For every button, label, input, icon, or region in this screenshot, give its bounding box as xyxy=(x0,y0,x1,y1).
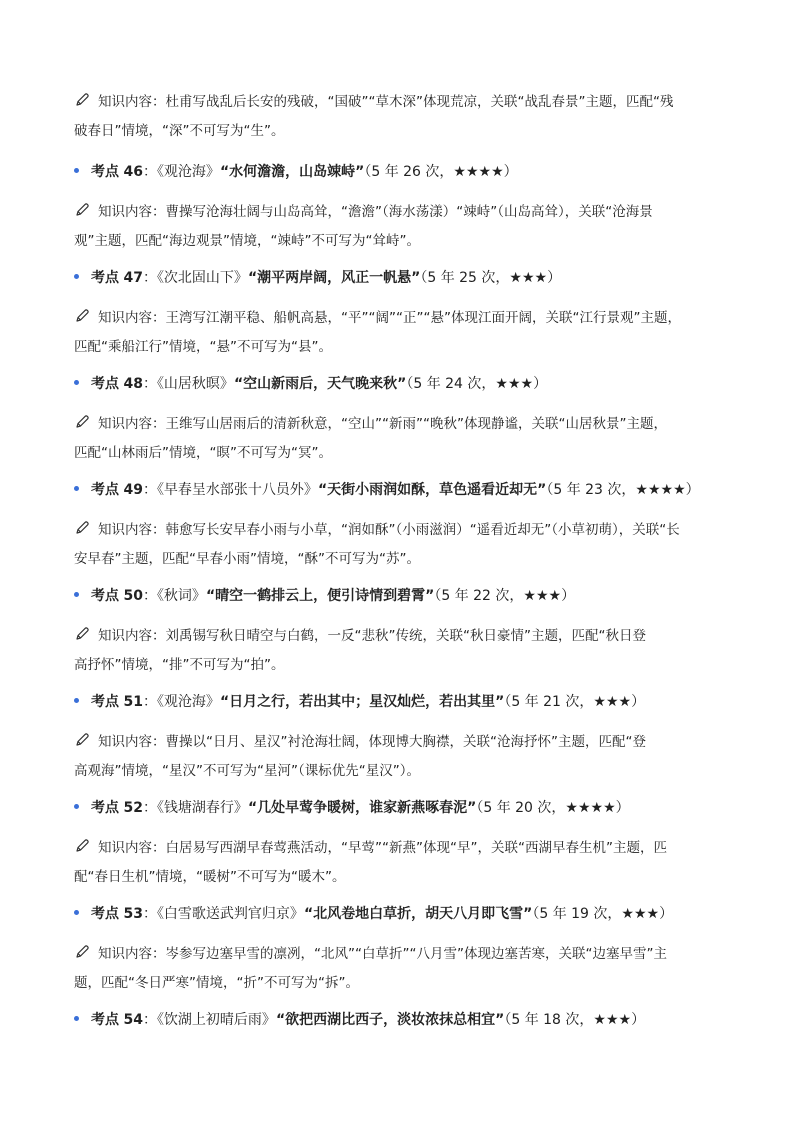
exam-point-46: 考点 46：《观沧海》“水何澹澹，山岛竦峙”（5 年 26 次，★★★★） xyxy=(74,162,518,182)
pencil-icon xyxy=(74,944,90,960)
bullet-dot xyxy=(74,380,79,385)
pencil-icon xyxy=(74,92,90,108)
knowledge-line: 知识内容：杜甫写战乱后长安的残破，“国破”“草木深”体现荒凉，关联“战乱春景”主题，匹配“残 xyxy=(74,88,744,117)
exam-point-54: 考点 54：《饮湖上初晴后雨》“欲把西湖比西子，淡妆浓抹总相宜”（5 年 18 次，★★★） xyxy=(74,1010,645,1030)
pencil-icon xyxy=(74,520,90,536)
bullet-dot xyxy=(74,486,79,491)
knowledge-block-47: 知识内容：王湾写江潮平稳、船帆高悬，“平”“阔”“正”“悬”体现江面开阔，关联“江行景观”主题， 匹配“乘船江行”情境，“悬”不可写为“县”。 xyxy=(74,310,681,355)
exam-point-52: 考点 52：《钱塘湖春行》“几处早莺争暖树，谁家新燕啄春泥”（5 年 20 次，★★★★） xyxy=(74,798,630,818)
knowledge-block-intro xyxy=(74,88,744,146)
exam-point-51: 考点 51：《观沧海》“日月之行，若出其中；星汉灿烂，若出其里”（5 年 21 次，★★★） xyxy=(74,692,645,712)
bullet-dot xyxy=(74,804,79,809)
pencil-icon xyxy=(74,626,90,642)
bullet-dot xyxy=(74,698,79,703)
pencil-icon xyxy=(74,732,90,748)
knowledge-block-49: 知识内容：韩愈写长安早春小雨与小草，“润如酥”（小雨滋润）“遥看近却无”（小草初萌），关联“长 安早春”主题，匹配“早春小雨”情境，“酥”不可写为“苏”。 xyxy=(74,522,680,567)
exam-point-49: 考点 49：《早春呈水部张十八员外》“天街小雨润如酥，草色遥看近却无”（5 年 23 次，★★★★） xyxy=(74,480,700,500)
pencil-icon xyxy=(74,414,90,430)
pencil-icon xyxy=(74,838,90,854)
bullet-dot xyxy=(74,910,79,915)
exam-point-48: 考点 48：《山居秋暝》“空山新雨后，天气晚来秋”（5 年 24 次，★★★） xyxy=(74,374,547,394)
knowledge-block-53: 知识内容：岑参写边塞早雪的凛冽，“北风”“白草折”“八月雪”体现边塞苦寒，关联“边塞早雪”主 题，匹配“冬日严寒”情境，“折”不可写为“拆”。 xyxy=(74,946,667,991)
exam-point-50: 考点 50：《秋词》“晴空一鹤排云上，便引诗情到碧霄”（5 年 22 次，★★★） xyxy=(74,586,575,606)
knowledge-block-51: 知识内容：曹操以“日月、星汉”衬沧海壮阔，体现博大胸襟，关联“沧海抒怀”主题，匹配“登 高观海”情境，“星汉”不可写为“星河”（课标优先“星汉”）。 xyxy=(74,734,646,779)
bullet-dot xyxy=(74,1016,79,1021)
knowledge-line: 破春日”情境，“深”不可写为“生”。 xyxy=(74,123,285,139)
knowledge-block-48: 知识内容：王维写山居雨后的清新秋意，“空山”“新雨”“晚秋”体现静谧，关联“山居秋景”主题， 匹配“山林雨后”情境，“暝”不可写为“冥”。 xyxy=(74,416,667,461)
bullet-dot xyxy=(74,274,79,279)
pencil-icon xyxy=(74,308,90,324)
exam-point-47: 考点 47：《次北固山下》“潮平两岸阔，风正一帆悬”（5 年 25 次，★★★） xyxy=(74,268,561,288)
pencil-icon xyxy=(74,202,90,218)
exam-point-53: 考点 53：《白雪歌送武判官归京》“北风卷地白草折，胡天八月即飞雪”（5 年 19 次，★★★） xyxy=(74,904,673,924)
knowledge-block-52: 知识内容：白居易写西湖早春莺燕活动，“早莺”“新燕”体现“早”，关联“西湖早春生机”主题，匹 配“春日生机”情境，“暖树”不可写为“暖木”。 xyxy=(74,840,667,885)
bullet-dot xyxy=(74,168,79,173)
knowledge-block-50: 知识内容：刘禹锡写秋日晴空与白鹤，一反“悲秋”传统，关联“秋日豪情”主题，匹配“秋日登 高抒怀”情境，“排”不可写为“拍”。 xyxy=(74,628,646,673)
bullet-dot xyxy=(74,592,79,597)
knowledge-block-46: 知识内容：曹操写沧海壮阔与山岛高耸，“澹澹”（海水荡漾）“竦峙”（山岛高耸），关联“沧海景 观”主题，匹配“海边观景”情境，“竦峙”不可写为“耸峙”。 xyxy=(74,204,653,249)
